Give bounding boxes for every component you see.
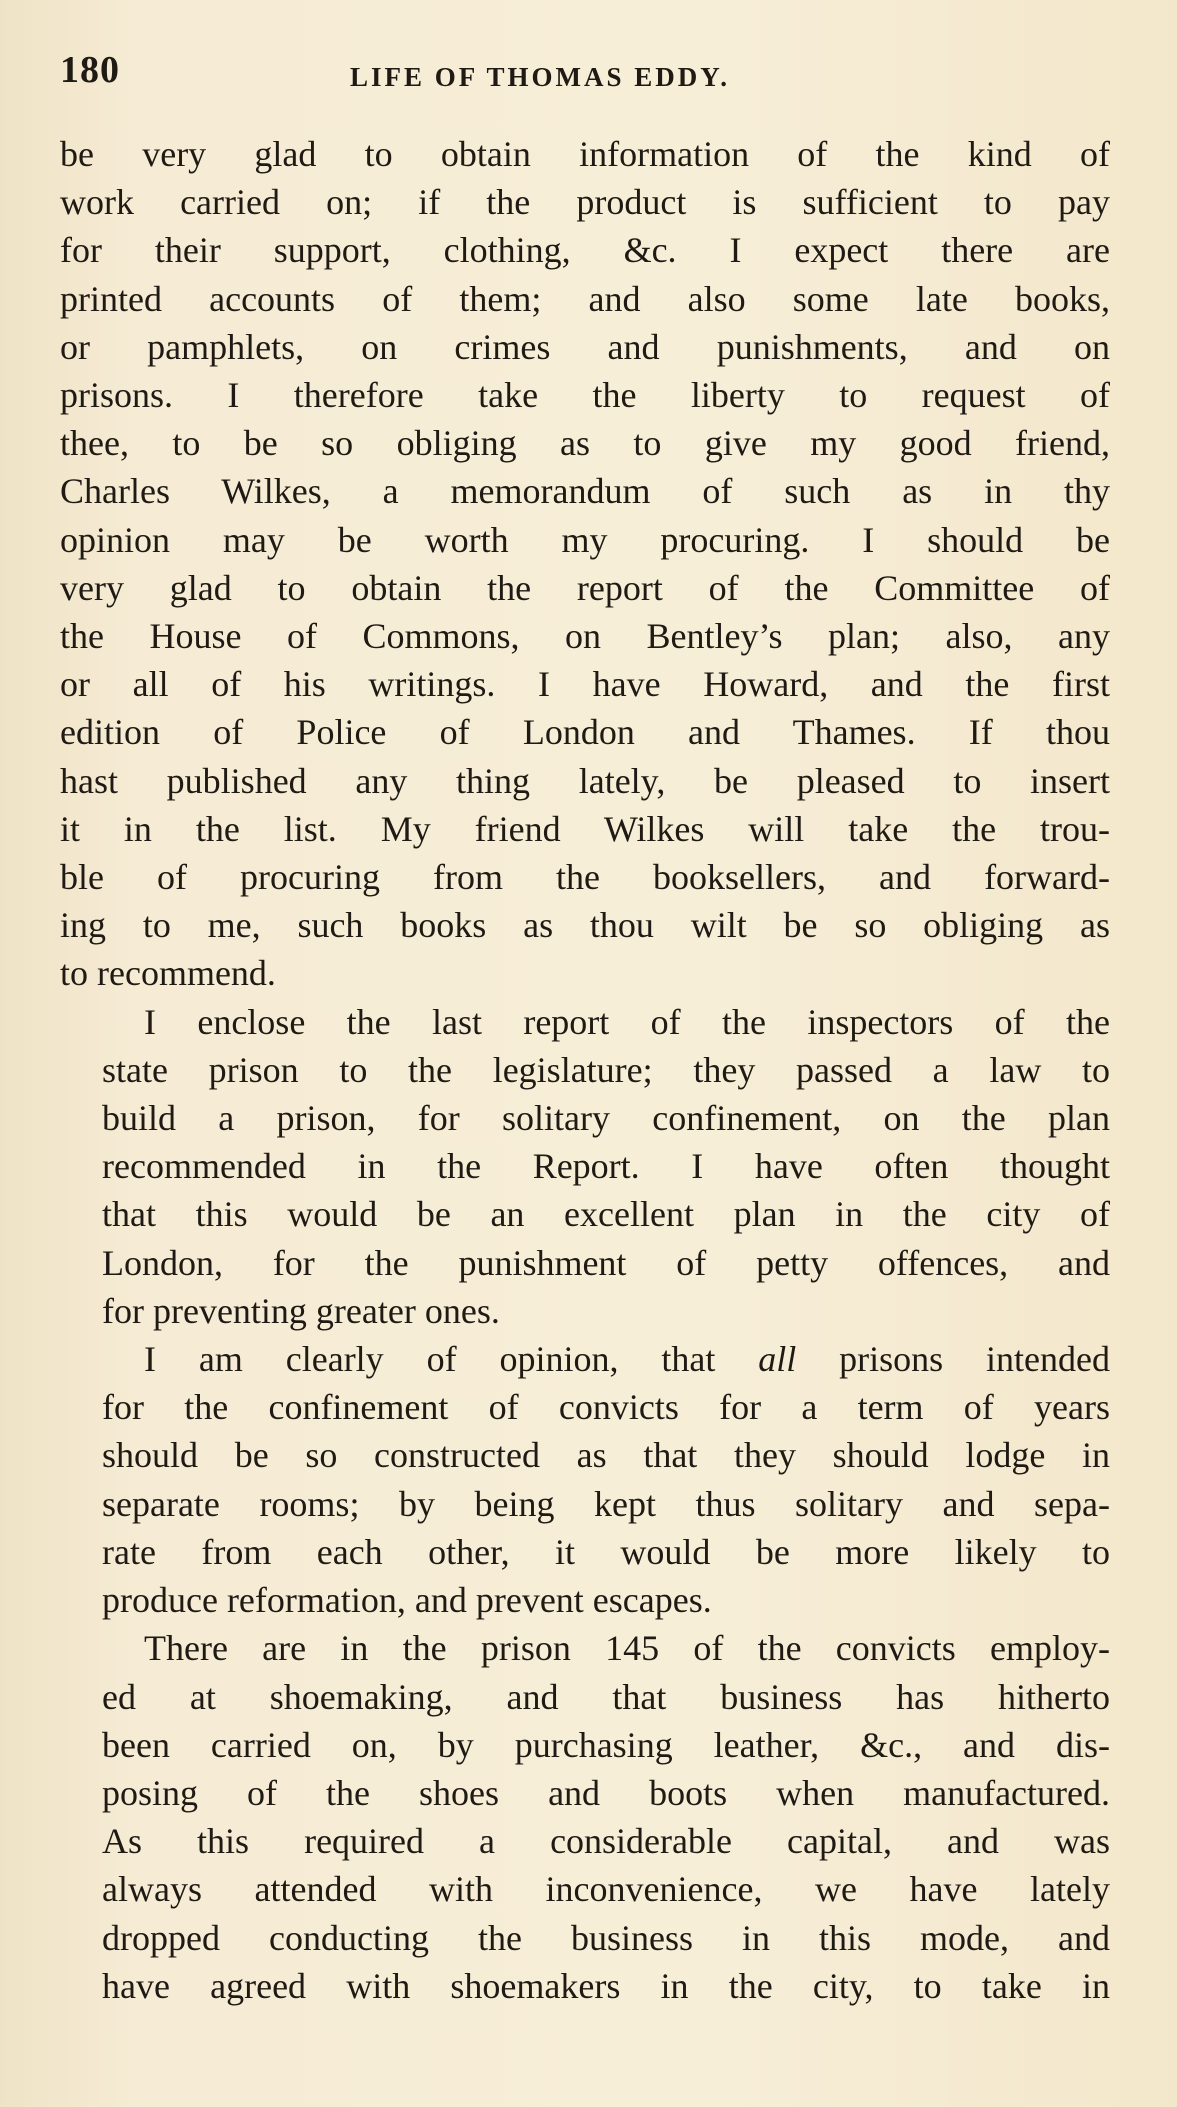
text-line: printed accounts of them; and also some late books, <box>60 278 1110 319</box>
text-line: recommended in the Report. I have often thought <box>102 1146 1110 1187</box>
text-line: London, for the punishment of petty offences, and <box>102 1242 1110 1283</box>
text-line: prisons. I therefore take the liberty to request of <box>60 375 1110 416</box>
text-line: work carried on; if the product is sufficient to pay <box>60 182 1110 223</box>
text-line: posing of the shoes and boots when manufactured. <box>102 1772 1110 1813</box>
page-header <box>60 48 1120 108</box>
text-line: to recommend. <box>60 953 276 994</box>
text-line: that this would be an excellent plan in the city of <box>102 1194 1110 1235</box>
text-line: or all of his writings. I have Howard, and the first <box>60 664 1110 705</box>
text-line: There are in the prison 145 of the convicts employ- <box>144 1628 1110 1669</box>
text-line: for the confinement of convicts for a term of years <box>102 1387 1110 1428</box>
text-line: for preventing greater ones. <box>102 1290 500 1331</box>
text-line: I enclose the last report of the inspectors of the <box>144 1001 1110 1042</box>
text-line: As this required a considerable capital, and was <box>102 1821 1110 1862</box>
emphasized-word: all <box>758 1339 797 1380</box>
text-line: ble of procuring from the booksellers, and forward- <box>60 857 1110 898</box>
text-line: Charles Wilkes, a memorandum of such as in thy <box>60 471 1110 512</box>
text-line: should be so constructed as that they should lodge in <box>102 1435 1110 1476</box>
paragraph <box>60 1335 1110 1624</box>
text-line: have agreed with shoemakers in the city, to take in <box>102 1965 1110 2006</box>
text-line: it in the list. My friend Wilkes will take the trou- <box>60 808 1110 849</box>
text-line: hast published any thing lately, be pleased to insert <box>60 760 1110 801</box>
text-line: be very glad to obtain information of the kind of <box>60 134 1110 174</box>
text-line: rate from each other, it would be more likely to <box>102 1531 1110 1572</box>
text-line: always attended with inconvenience, we have lately <box>102 1869 1110 1910</box>
body-text <box>60 130 1110 2010</box>
text-line: ing to me, such books as thou wilt be so obliging as <box>60 905 1110 946</box>
text-line: been carried on, by purchasing leather, &c., and dis- <box>102 1724 1110 1765</box>
text-line: build a prison, for solitary confinement, on the plan <box>102 1098 1110 1139</box>
text-line: or pamphlets, on crimes and punishments, and on <box>60 326 1110 367</box>
page-number: 180 <box>60 49 120 91</box>
text-line: for their support, clothing, &c. I expect there are <box>60 230 1110 271</box>
paragraph <box>60 1624 1110 2010</box>
text-line: opinion may be worth my procuring. I should be <box>60 519 1110 560</box>
running-title: LIFE OF THOMAS EDDY. <box>350 62 731 92</box>
text-line: very glad to obtain the report of the Committee of <box>60 567 1110 608</box>
text-line: produce reformation, and prevent escapes. <box>102 1580 712 1621</box>
text-line: I am clearly of opinion, that all prisons intended <box>144 1339 1110 1380</box>
text-line: edition of Police of London and Thames. If thou <box>60 712 1110 753</box>
paragraph <box>60 998 1110 1335</box>
text-line: separate rooms; by being kept thus solitary and sepa- <box>102 1483 1110 1524</box>
text-line: the House of Commons, on Bentley’s plan; also, any <box>60 616 1110 657</box>
text-line: ed at shoemaking, and that business has hitherto <box>102 1676 1110 1717</box>
paragraph <box>60 130 1110 998</box>
text-line: dropped conducting the business in this mode, and <box>102 1917 1110 1958</box>
text-line: thee, to be so obliging as to give my good friend, <box>60 423 1110 464</box>
text-line: state prison to the legislature; they passed a law to <box>102 1049 1110 1090</box>
